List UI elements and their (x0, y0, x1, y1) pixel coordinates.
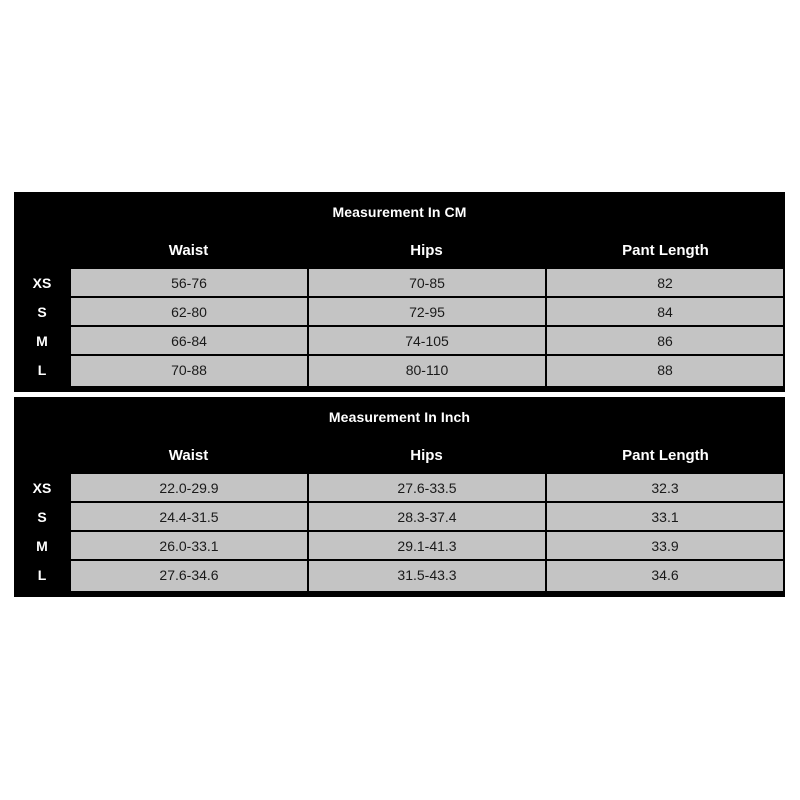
waist-cell: 26.0-33.1 (71, 532, 307, 560)
hips-cell: 74-105 (309, 327, 545, 355)
pant-length-cell: 88 (547, 356, 783, 386)
table-row (14, 356, 785, 385)
size-label: XS (32, 480, 52, 496)
hips-cell: 70-85 (309, 269, 545, 297)
waist-cell: 27.6-34.6 (71, 561, 307, 591)
table-body-cm (14, 269, 785, 385)
hips-cell: 80-110 (309, 356, 545, 386)
column-header-hips: Hips (410, 447, 443, 464)
column-header-waist: Waist (168, 447, 209, 464)
pant-length-cell: 86 (547, 327, 783, 355)
table-row (14, 503, 785, 532)
column-header-pant-length: Pant Length (622, 242, 709, 259)
hips-cell: 31.5-43.3 (309, 561, 545, 591)
table-row (14, 474, 785, 503)
table-row (14, 532, 785, 561)
size-label: S (37, 304, 47, 320)
pant-length-cell: 34.6 (547, 561, 783, 591)
size-label: M (36, 333, 48, 349)
size-label: M (36, 538, 48, 554)
table-title-inch: Measurement In Inch (328, 409, 471, 425)
column-header-hips: Hips (410, 242, 443, 259)
pant-length-cell: 84 (547, 298, 783, 326)
hips-cell: 72-95 (309, 298, 545, 326)
size-label: L (37, 362, 47, 378)
waist-cell: 56-76 (71, 269, 307, 297)
table-body-inch (14, 474, 785, 590)
pant-length-cell: 82 (547, 269, 783, 297)
table-row (14, 269, 785, 298)
size-chart-cm (14, 192, 785, 392)
table-title-cm: Measurement In CM (332, 204, 467, 220)
column-header-pant-length: Pant Length (622, 447, 709, 464)
size-label: L (37, 567, 47, 583)
waist-cell: 22.0-29.9 (71, 474, 307, 502)
pant-length-cell: 33.1 (547, 503, 783, 531)
column-header-waist: Waist (168, 242, 209, 259)
waist-cell: 62-80 (71, 298, 307, 326)
hips-cell: 29.1-41.3 (309, 532, 545, 560)
waist-cell: 70-88 (71, 356, 307, 386)
hips-cell: 27.6-33.5 (309, 474, 545, 502)
waist-cell: 66-84 (71, 327, 307, 355)
size-chart-inch (14, 397, 785, 597)
waist-cell: 24.4-31.5 (71, 503, 307, 531)
table-row (14, 327, 785, 356)
table-row (14, 561, 785, 590)
pant-length-cell: 32.3 (547, 474, 783, 502)
size-label: XS (32, 275, 52, 291)
size-label: S (37, 509, 47, 525)
hips-cell: 28.3-37.4 (309, 503, 545, 531)
pant-length-cell: 33.9 (547, 532, 783, 560)
table-row (14, 298, 785, 327)
